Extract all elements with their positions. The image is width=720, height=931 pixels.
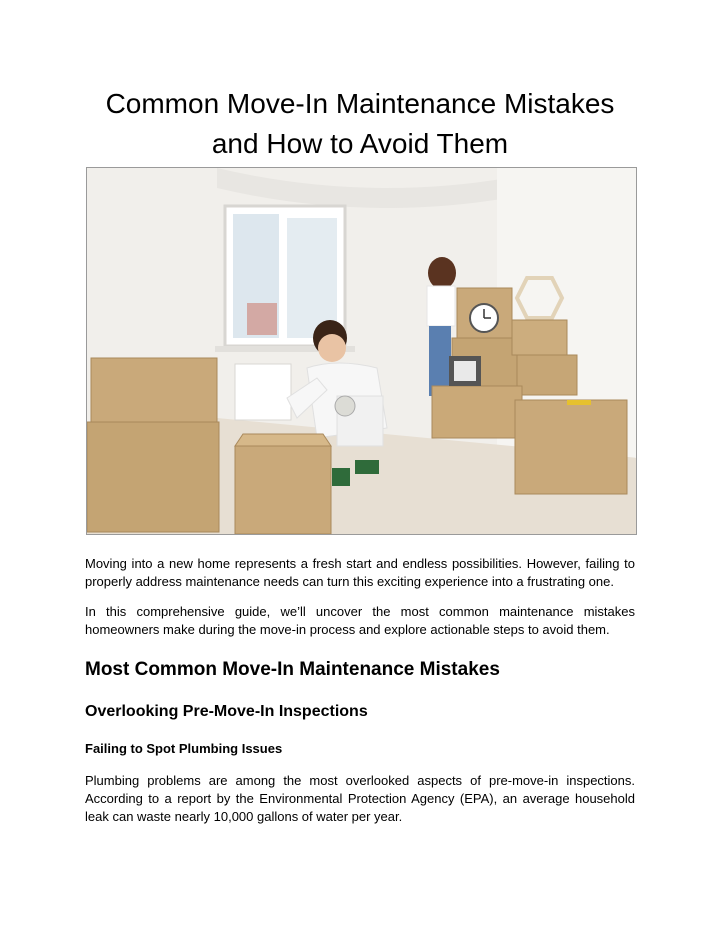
moving-boxes-photo: [86, 167, 637, 535]
photo-illustration: [87, 168, 637, 535]
box-right: [515, 400, 627, 494]
tape-roll-icon: [335, 396, 355, 416]
plumbing-paragraph: Plumbing problems are among the most overlooked aspects of pre-move-in inspections. According to a report by the Environmental Protection Agency (EPA), an average household leak can waste nearly 10,000 gallons of water per year.: [85, 773, 635, 824]
section-heading: Most Common Move-In Maintenance Mistakes: [85, 659, 500, 680]
box-left-top: [91, 358, 217, 422]
subsection-heading: Overlooking Pre-Move-In Inspections: [85, 703, 368, 720]
subsubsection-heading: Failing to Spot Plumbing Issues: [85, 741, 283, 756]
box-left-bottom: [87, 422, 219, 532]
intro-paragraph-1: Moving into a new home represents a fresh start and endless possibilities. However, failing to properly address maintenance needs can turn this exciting experience into a frustrating one.: [85, 556, 635, 589]
box-front: [235, 446, 331, 534]
intro-paragraph-2: In this comprehensive guide, we’ll uncover the most common maintenance mistakes homeowners make during the move-in process and explore actionable steps to avoid them.: [85, 604, 635, 637]
page-title: [60, 84, 660, 164]
title-line-1: Common Move-In Maintenance Mistakes: [105, 88, 615, 119]
title-line-2: and How to Avoid Them: [211, 128, 509, 159]
